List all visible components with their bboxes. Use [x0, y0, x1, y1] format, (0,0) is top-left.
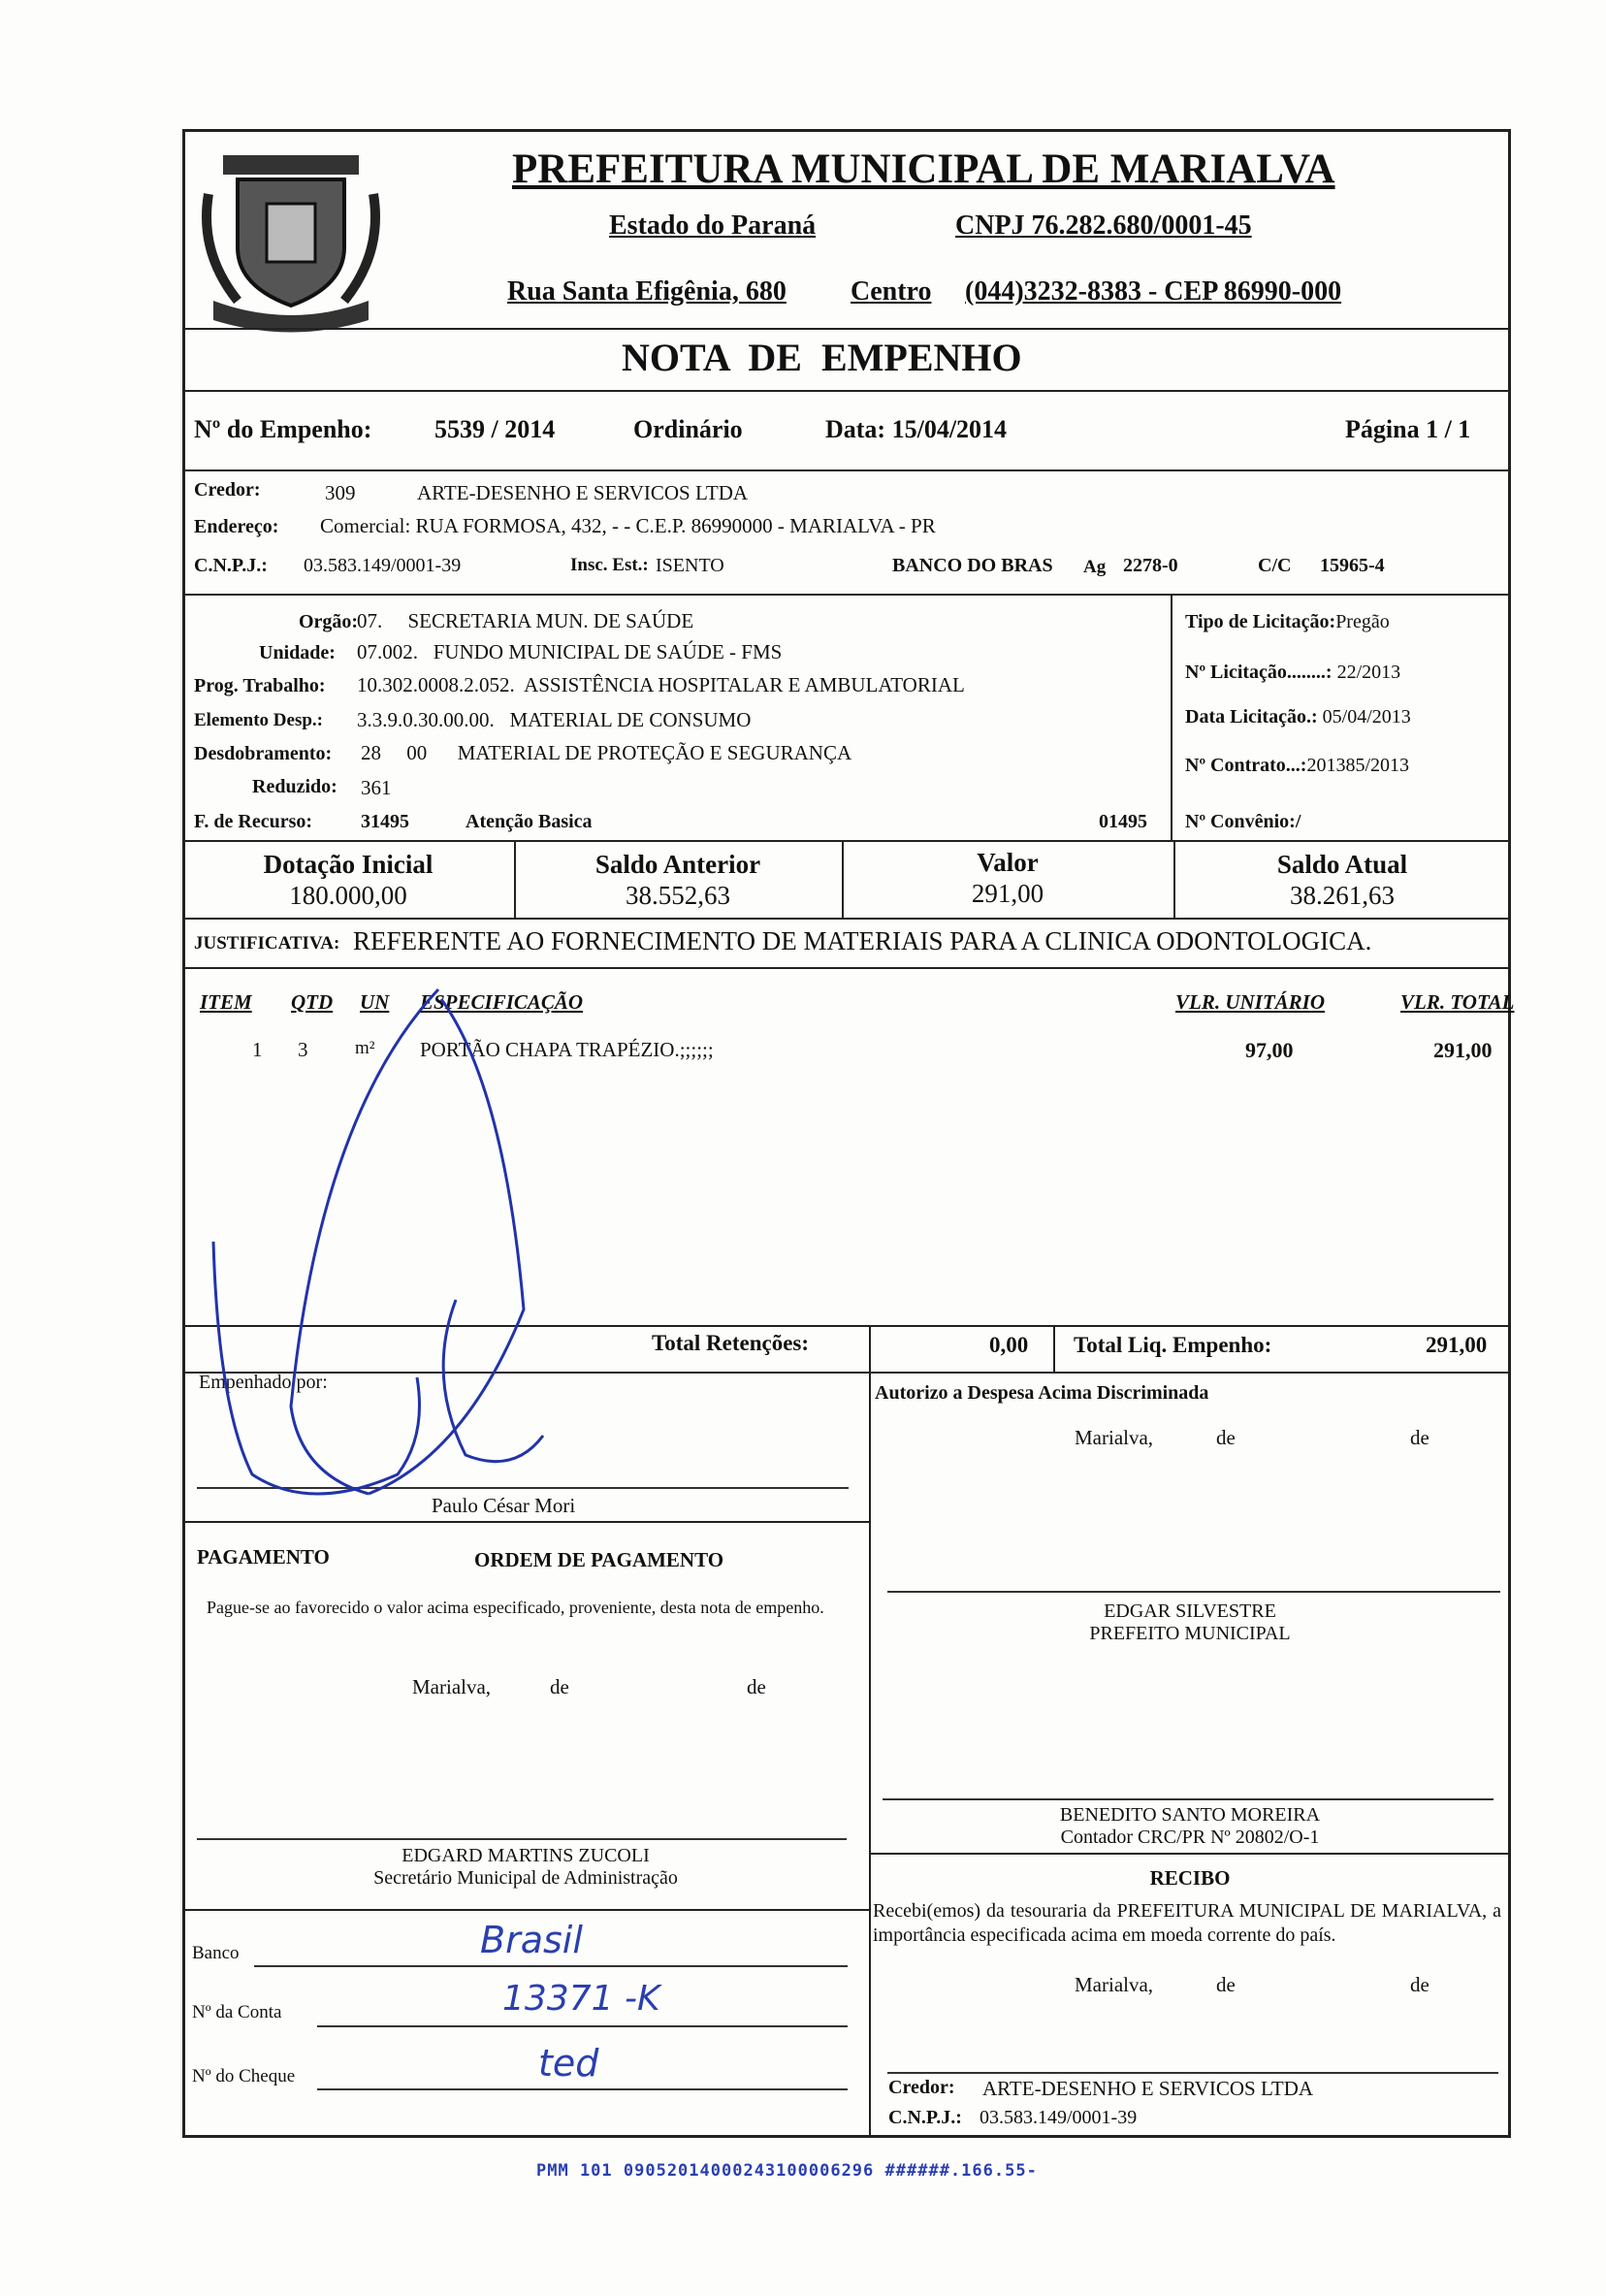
credor-address: Comercial: RUA FORMOSA, 432, - - C.E.P. 86990000 - MARIALVA - PR: [320, 514, 936, 537]
municipality-title: PREFEITURA MUNICIPAL DE MARIALVA: [512, 146, 1335, 192]
autorizo-place: Marialva,: [1075, 1426, 1154, 1449]
prog-label: Prog. Trabalho:: [194, 675, 326, 696]
col-qtd: QTD: [291, 990, 334, 1014]
banco-label: Banco: [192, 1943, 240, 1963]
saldo-atual-label: Saldo Atual: [1276, 850, 1408, 879]
header-cnpj: CNPJ 76.282.680/0001-45: [955, 210, 1252, 241]
col-item: ITEM: [200, 990, 252, 1014]
unidade-value: 07.002. FUNDO MUNICIPAL DE SAÚDE - FMS: [357, 640, 783, 663]
liquido-label: Total Liq. Empenho:: [1074, 1333, 1272, 1357]
numero-licitacao: Nº Licitação........: 22/2013: [1185, 662, 1401, 683]
document-title: NOTA DE EMPENHO: [622, 336, 1022, 379]
cheque-handwritten: ted: [538, 2042, 599, 2085]
dotacao-label: Dotação Inicial: [263, 850, 434, 879]
autorizo-de2: de: [1410, 1426, 1429, 1449]
desdobramento-value: 28 00 MATERIAL DE PROTEÇÃO E SEGURANÇA: [361, 741, 852, 764]
recibo-credor: ARTE-DESENHO E SERVICOS LTDA: [982, 2077, 1314, 2100]
footer-code: PMM 101 09052014000243100006296 ######.166.55-: [536, 2161, 1038, 2181]
row-un: m²: [355, 1038, 375, 1058]
credor-cnpj-label: C.N.P.J.:: [194, 555, 268, 576]
orgao-value: 07. SECRETARIA MUN. DE SAÚDE: [357, 609, 694, 632]
saldo-anterior-label: Saldo Anterior: [594, 850, 761, 879]
cheque-label: Nº do Cheque: [192, 2066, 296, 2086]
ordem-label: ORDEM DE PAGAMENTO: [474, 1548, 724, 1571]
banco-handwritten: Brasil: [480, 1919, 583, 1961]
credor-code: 309: [325, 481, 356, 504]
pagamento-text: Pague-se ao favorecido o valor acima especificado, proveniente, desta nota de empenho.: [207, 1598, 824, 1617]
orgao-label: Orgão:: [299, 611, 359, 632]
saldo-anterior-value: 38.552,63: [626, 881, 730, 910]
valor-label: Valor: [977, 848, 1039, 877]
insc-label: Insc. Est.:: [570, 555, 649, 575]
credor-cnpj: 03.583.149/0001-39: [304, 555, 462, 576]
row-unit-value: 97,00: [1245, 1038, 1294, 1062]
desdobramento-label: Desdobramento:: [194, 743, 333, 764]
empenhado-label: Empenhado por:: [199, 1372, 328, 1393]
conta-handwritten: 13371 -K: [502, 1979, 660, 2019]
autorizo-label: Autorizo a Despesa Acima Discriminada: [875, 1382, 1209, 1404]
col-total-value: VLR. TOTAL: [1400, 990, 1515, 1014]
account-value: 15965-4: [1320, 555, 1385, 576]
secretario-name: EDGARD MARTINS ZUCOLI: [402, 1845, 650, 1866]
dotacao-value: 180.000,00: [289, 881, 407, 910]
contador-role: Contador CRC/PR Nº 20802/O-1: [1060, 1827, 1320, 1848]
street-text: Rua Santa Efigênia, 680: [507, 276, 787, 307]
recibo-cnpj-label: C.N.P.J.:: [888, 2107, 962, 2128]
recibo-credor-label: Credor:: [888, 2077, 955, 2098]
contador-name: BENEDITO SANTO MOREIRA: [1059, 1804, 1321, 1826]
retencoes-value: 0,00: [989, 1333, 1029, 1357]
recibo-place: Marialva,: [1075, 1973, 1154, 1996]
elemento-label: Elemento Desp.:: [194, 710, 323, 730]
recibo-de2: de: [1410, 1973, 1429, 1996]
convenio: Nº Convênio:/: [1185, 811, 1301, 832]
elemento-value: 3.3.9.0.30.00.00. MATERIAL DE CONSUMO: [357, 708, 752, 731]
empenho-date: Data: 15/04/2014: [825, 415, 1008, 443]
phone-cep-text: (044)3232-8383 - CEP 86990-000: [965, 276, 1342, 307]
empenho-number-label: Nº do Empenho:: [194, 415, 372, 443]
row-qtd: 3: [298, 1038, 308, 1061]
prefeito-name: EDGAR SILVESTRE: [1104, 1601, 1276, 1622]
secretario-role: Secretário Municipal de Administração: [373, 1867, 678, 1889]
col-un: UN: [360, 990, 390, 1014]
recurso-code: 01495: [1099, 811, 1147, 832]
autorizo-de1: de: [1216, 1426, 1236, 1449]
row-item: 1: [252, 1038, 263, 1061]
pagamento-label: PAGAMENTO: [197, 1545, 330, 1568]
credor-name: ARTE-DESENHO E SERVICOS LTDA: [417, 481, 749, 504]
recurso-label: F. de Recurso:: [194, 811, 313, 832]
data-licitacao: Data Licitação.: 05/04/2013: [1185, 706, 1411, 728]
reduzido-label: Reduzido:: [252, 776, 337, 797]
account-label: C/C: [1258, 555, 1292, 576]
conta-label: Nº da Conta: [192, 2002, 282, 2022]
coat-of-arms-logo: [194, 136, 388, 340]
unidade-label: Unidade:: [259, 642, 336, 663]
signature-scribble: [175, 970, 659, 1513]
pagamento-place: Marialva,: [412, 1675, 492, 1698]
justificativa-label: JUSTIFICATIVA:: [194, 933, 340, 954]
reduzido-value: 361: [361, 776, 392, 799]
bank-name: BANCO DO BRAS: [892, 555, 1053, 576]
col-spec: ESPECIFICAÇÃO: [420, 990, 584, 1014]
row-total-value: 291,00: [1433, 1038, 1493, 1062]
recibo-cnpj: 03.583.149/0001-39: [980, 2107, 1138, 2128]
saldo-atual-value: 38.261,63: [1290, 881, 1395, 910]
prefeito-role: PREFEITO MUNICIPAL: [1089, 1623, 1291, 1644]
recibo-title: RECIBO: [1149, 1866, 1231, 1890]
pagamento-de2: de: [747, 1675, 766, 1698]
insc-value: ISENTO: [656, 555, 724, 576]
page-indicator: Página 1 / 1: [1345, 415, 1471, 443]
recibo-text: Recebi(emos) da tesouraria da PREFEITURA MUNICIPAL DE MARIALVA, a importância especificada acima em moeda corrente do país.: [873, 1900, 1501, 1946]
prog-value: 10.302.0008.2.052. ASSISTÊNCIA HOSPITALAR E AMBULATORIAL: [357, 673, 965, 696]
recurso-name: Atenção Basica: [466, 811, 593, 832]
agency-value: 2278-0: [1123, 555, 1178, 576]
justificativa-text: REFERENTE AO FORNECIMENTO DE MATERIAIS PARA A CLINICA ODONTOLOGICA.: [353, 926, 1372, 955]
retencoes-label: Total Retenções:: [652, 1331, 810, 1355]
liquido-value: 291,00: [1426, 1333, 1488, 1357]
tipo-licitacao: Tipo de Licitação:Pregão: [1185, 611, 1390, 632]
address-label: Endereço:: [194, 516, 279, 537]
numero-contrato: Nº Contrato...:201385/2013: [1185, 755, 1410, 776]
empenho-type: Ordinário: [633, 415, 743, 443]
col-unit-value: VLR. UNITÁRIO: [1175, 990, 1326, 1014]
row-spec: PORTÃO CHAPA TRAPÉZIO.;;;;;;: [420, 1038, 714, 1061]
empenhado-name: Paulo César Mori: [432, 1494, 576, 1517]
empenho-number: 5539 / 2014: [434, 415, 556, 443]
pagamento-de1: de: [550, 1675, 569, 1698]
district-text: Centro: [851, 276, 932, 307]
agency-label: Ag: [1083, 557, 1107, 577]
recibo-de1: de: [1216, 1973, 1236, 1996]
valor-value: 291,00: [971, 879, 1044, 908]
state-text: Estado do Paraná: [609, 210, 817, 241]
credor-label: Credor:: [194, 479, 261, 501]
recurso-value: 31495: [361, 811, 409, 832]
